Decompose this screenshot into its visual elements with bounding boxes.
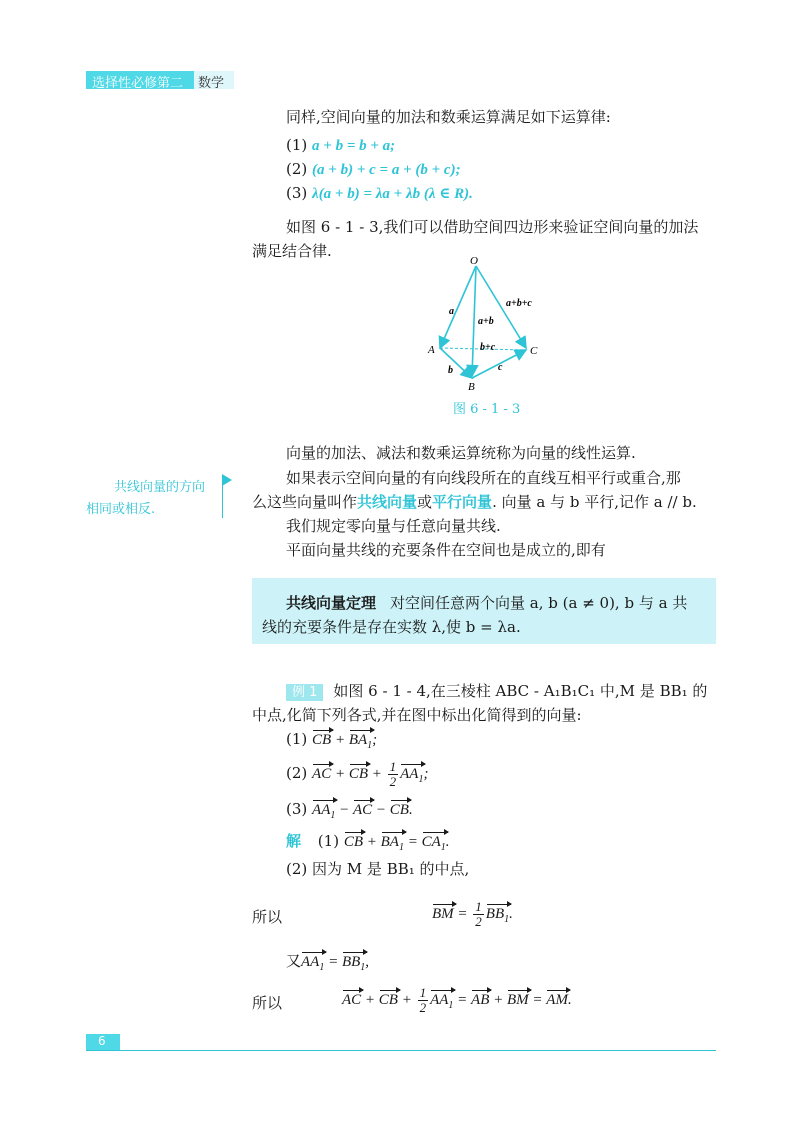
law-3: [286, 184, 473, 203]
label-b-plus-c: b+c: [480, 342, 496, 353]
law-2-num: (2): [286, 160, 308, 178]
label-A: A: [428, 344, 435, 356]
side-note-pointer-icon: [222, 474, 232, 486]
side-note-line2: 相同或相反.: [86, 502, 156, 517]
edge-OA: [440, 266, 476, 348]
also-label: 又: [286, 952, 302, 970]
header-subject: 数学: [198, 76, 225, 91]
figure-caption: 图 6 - 1 - 3: [453, 402, 521, 417]
law-1-num: (1): [286, 136, 308, 154]
figure-6-1-3: [420, 252, 560, 402]
para-collinear-line2-end: . 向量 a 与 b 平行,记作 a // b.: [492, 493, 697, 511]
question-3-formula: $AA_1$ − AC − CB.: [312, 802, 413, 821]
solution-1: [286, 830, 450, 853]
question-2: [286, 760, 428, 789]
label-C: C: [530, 345, 538, 357]
header-book-badge: [86, 71, 194, 110]
label-O: O: [470, 255, 478, 267]
label-b: b: [448, 365, 453, 376]
para-zero-vector: 我们规定零向量与任意向量共线.: [286, 517, 501, 535]
para-collinear-line2: [252, 491, 697, 512]
label-c: c: [498, 362, 503, 373]
label-a-plus-b-plus-c: a+b+c: [506, 298, 532, 309]
theorem-line1-text: 对空间任意两个向量 a, b (a ≠ 0), b 与 a 共: [390, 594, 688, 612]
question-1: [286, 730, 377, 751]
question-1-num: (1): [286, 730, 308, 748]
question-3: [286, 800, 413, 821]
header-book-title: 选择性必修第二册: [92, 76, 184, 110]
solution-2: [286, 858, 469, 879]
page-number-badge: [86, 1034, 120, 1050]
solution-2-num: (2): [286, 860, 308, 878]
law-1: [286, 136, 395, 155]
theorem-box: [252, 578, 716, 644]
also-formula: $AA_1 = BB_1$,: [301, 954, 370, 973]
solution-2-text: 因为 M 是 BB₁ 的中点,: [312, 860, 470, 878]
law-3-num: (3): [286, 184, 308, 202]
law-1-formula: a + b = b + a;: [312, 138, 396, 154]
example-line1-text: 如图 6 - 1 - 4,在三棱柱 ABC - A₁B₁C₁ 中,M 是 BB₁ 的: [333, 682, 708, 700]
conj-or: 或: [417, 493, 433, 511]
edge-AB: [440, 348, 472, 378]
term-parallel: 平行向量: [432, 493, 493, 511]
para-collinear-line1: 如果表示空间向量的有向线段所在的直线互相平行或重合,那: [286, 469, 681, 487]
question-3-num: (3): [286, 800, 308, 818]
question-2-formula: AC + CB + $\frac{1}{2}$ $AA_1$;: [312, 759, 429, 789]
law-3-formula: λ(a + b) = λa + λb (λ ∈ R).: [312, 186, 473, 202]
header-subject-badge: [194, 71, 234, 89]
example-line2: 中点,化简下列各式,并在图中标出化简得到的向量:: [252, 706, 582, 724]
question-2-num: (2): [286, 763, 308, 782]
also-line: [286, 950, 369, 973]
solution-1-formula: CB + $BA_1 = CA_1$.: [343, 834, 450, 853]
side-note: [86, 474, 232, 518]
para-plane: 平面向量共线的充要条件在空间也是成立的,即有: [286, 541, 606, 559]
law-2: [286, 160, 461, 179]
side-note-bracket: [222, 484, 223, 518]
so-1-label: 所以: [252, 908, 283, 926]
page-number: 6: [98, 1034, 106, 1048]
theorem-title: 共线向量定理: [286, 594, 377, 612]
footer-rule: [86, 1050, 716, 1051]
para-linear: 向量的加法、减法和数乘运算统称为向量的线性运算.: [286, 444, 636, 462]
example-line1: [286, 680, 707, 701]
label-B: B: [468, 381, 475, 393]
theorem-line2: 线的充要条件是存在实数 λ,使 b = λa.: [262, 618, 521, 636]
solution-tag: 解: [286, 832, 302, 850]
para-figure-line2: 满足结合律.: [252, 242, 332, 260]
label-a: a: [449, 306, 454, 317]
label-a-plus-b: a+b: [478, 316, 494, 327]
question-1-formula: CB + $BA_1$;: [312, 732, 378, 751]
law-2-formula: (a + b) + c = a + (b + c);: [312, 162, 461, 178]
para-collinear-line2-start: 么这些向量叫作: [252, 493, 358, 511]
so-2-formula: AC + CB + $\frac{1}{2}$ $AA_1$ = AB + BM = AM.: [342, 985, 572, 1015]
example-tag: 例 1: [286, 684, 323, 701]
so-1-formula: BM = $\frac{1}{2}$ $BB_1$.: [432, 899, 513, 929]
edge-OB: [472, 266, 476, 376]
para-figure-line1: 如图 6 - 1 - 3,我们可以借助空间四边形来验证空间向量的加法: [286, 218, 699, 236]
theorem-line1: [286, 592, 687, 613]
header-bar: [86, 71, 234, 110]
side-note-line1: 共线向量的方向: [114, 480, 206, 495]
solution-1-num: (1): [317, 832, 340, 850]
intro-text: 同样,空间向量的加法和数乘运算满足如下运算律:: [286, 108, 611, 126]
term-collinear: 共线向量: [357, 493, 418, 511]
so-2-label: 所以: [252, 994, 283, 1012]
